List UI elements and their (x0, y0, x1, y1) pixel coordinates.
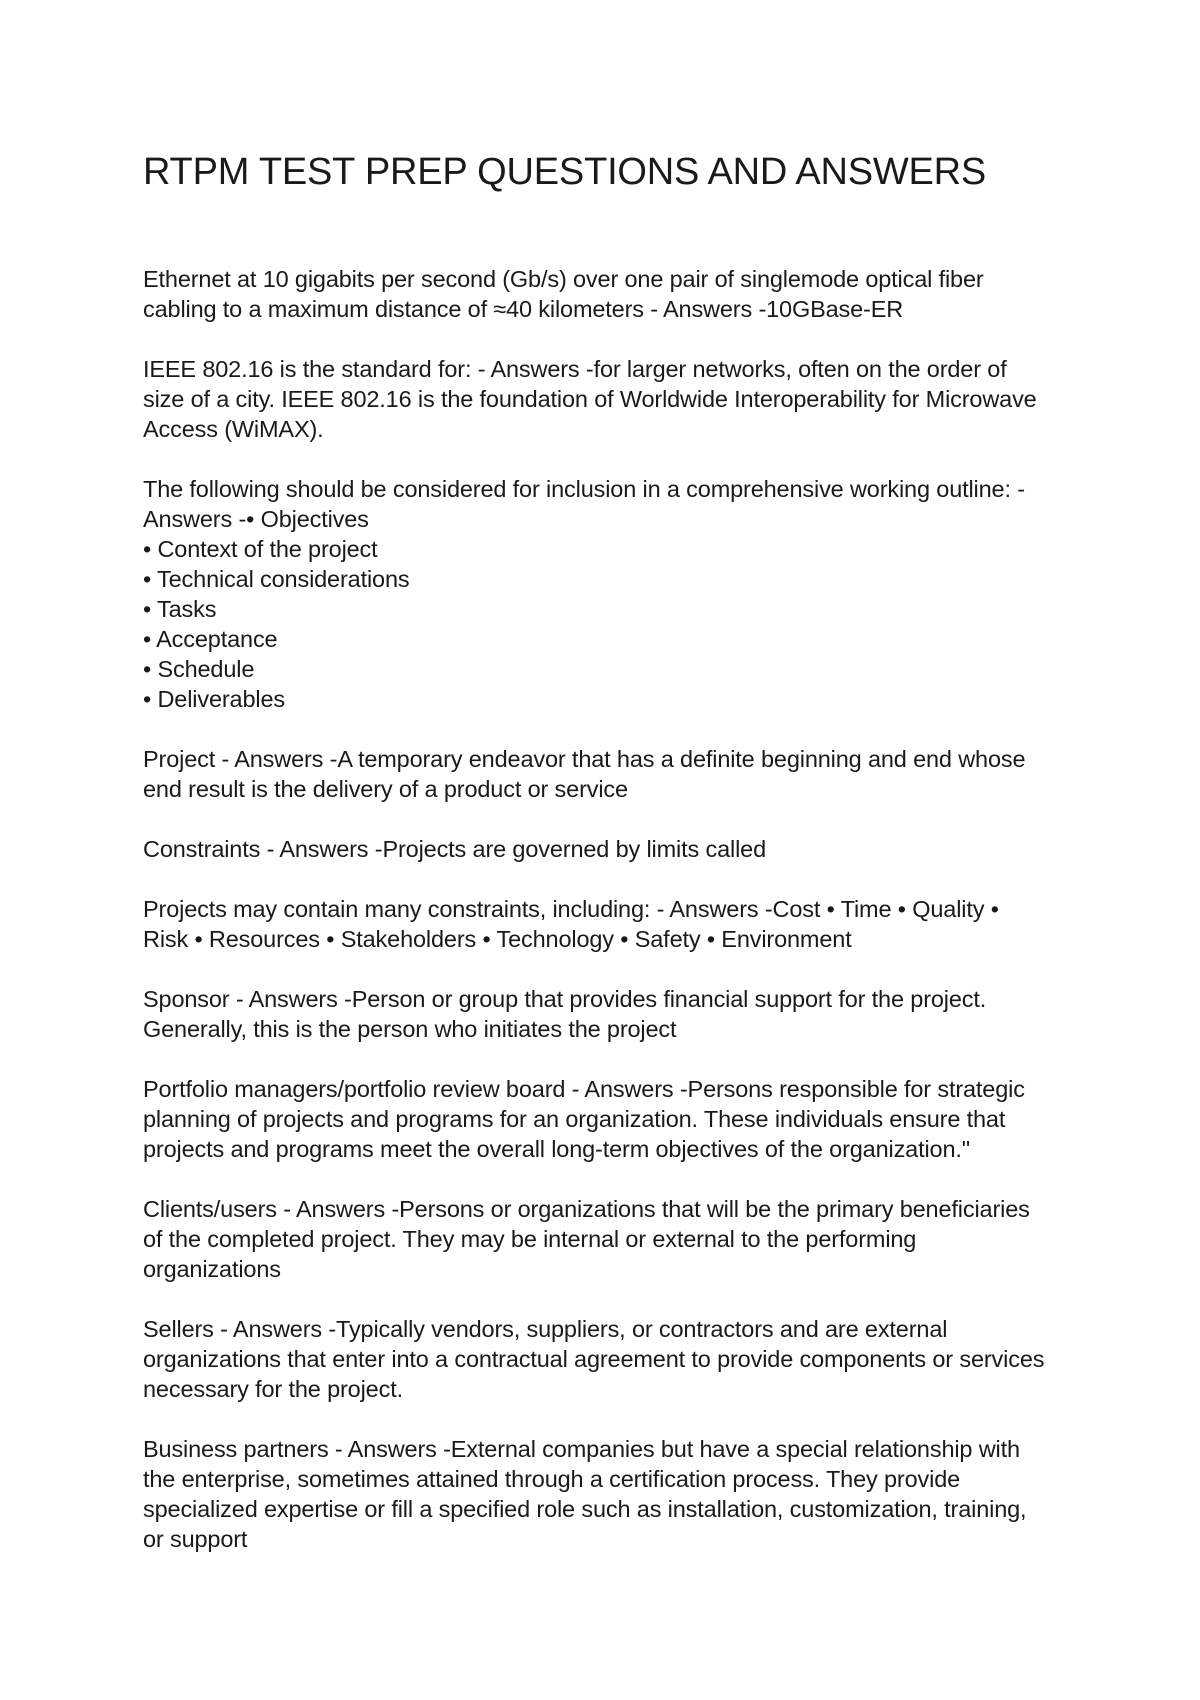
bullet-item: • Technical considerations (143, 565, 410, 592)
text-line: Constraints - Answers -Projects are governed by limits called (143, 835, 766, 862)
qa-entry-sellers (143, 1314, 1073, 1404)
text-line: planning of projects and programs for an organization. These individuals ensure that (143, 1105, 1006, 1132)
text-line: the enterprise, sometimes attained through a certification process. They provide (143, 1465, 961, 1492)
qa-entry-clients-users (143, 1194, 1073, 1284)
text-line: Portfolio managers/portfolio review board - Answers -Persons responsible for strategic (143, 1075, 1025, 1102)
qa-entry-project-constraints (143, 894, 1073, 954)
text-line: Ethernet at 10 gigabits per second (Gb/s) over one pair of singlemode optical fiber (143, 265, 984, 292)
text-line: size of a city. IEEE 802.16 is the foundation of Worldwide Interoperability for Microwave (143, 385, 1037, 412)
text-line: Risk • Resources • Stakeholders • Technology • Safety • Environment (143, 925, 852, 952)
text-line: Access (WiMAX). (143, 415, 324, 442)
text-line: The following should be considered for inclusion in a comprehensive working outline: - (143, 475, 1025, 502)
text-line: projects and programs meet the overall long-term objectives of the organization." (143, 1135, 970, 1162)
text-line: Clients/users - Answers -Persons or organizations that will be the primary beneficiaries (143, 1195, 1030, 1222)
text-line: Sponsor - Answers -Person or group that provides financial support for the project. (143, 985, 987, 1012)
text-line: Project - Answers -A temporary endeavor that has a definite beginning and end whose (143, 745, 1026, 772)
bullet-item: • Acceptance (143, 625, 278, 652)
document-page (143, 150, 1073, 1584)
qa-entry-sponsor (143, 984, 1073, 1044)
text-line: Sellers - Answers -Typically vendors, suppliers, or contractors and are external (143, 1315, 948, 1342)
text-line: necessary for the project. (143, 1375, 403, 1402)
text-line: Projects may contain many constraints, including: - Answers -Cost • Time • Quality • (143, 895, 999, 922)
qa-entry-project (143, 744, 1073, 804)
qa-entry-working-outline (143, 474, 1073, 714)
qa-entry-portfolio-managers (143, 1074, 1073, 1164)
text-line: cabling to a maximum distance of ≈40 kilometers - Answers -10GBase-ER (143, 295, 904, 322)
qa-entry-10gbase-er (143, 264, 1073, 324)
qa-entry-ieee-802-16 (143, 354, 1073, 444)
bullet-item: • Deliverables (143, 685, 285, 712)
text-line: organizations that enter into a contractual agreement to provide components or services (143, 1345, 1045, 1372)
qa-entry-constraints (143, 834, 1073, 864)
text-line: Business partners - Answers -External companies but have a special relationship with (143, 1435, 1020, 1462)
bullet-item: • Schedule (143, 655, 255, 682)
qa-entry-business-partners (143, 1434, 1073, 1554)
text-line: Generally, this is the person who initiates the project (143, 1015, 677, 1042)
bullet-item: • Tasks (143, 595, 217, 622)
bullet-item: • Context of the project (143, 535, 378, 562)
text-line: or support (143, 1525, 248, 1552)
page-title: RTPM TEST PREP QUESTIONS AND ANSWERS (143, 151, 987, 193)
text-line: IEEE 802.16 is the standard for: - Answers -for larger networks, often on the order of (143, 355, 1007, 382)
text-line: organizations (143, 1255, 281, 1282)
text-line: Answers -• Objectives (143, 505, 369, 532)
text-line: end result is the delivery of a product or service (143, 775, 628, 802)
text-line: of the completed project. They may be internal or external to the performing (143, 1225, 917, 1252)
text-line: specialized expertise or fill a specified role such as installation, customization, training, (143, 1495, 1027, 1522)
